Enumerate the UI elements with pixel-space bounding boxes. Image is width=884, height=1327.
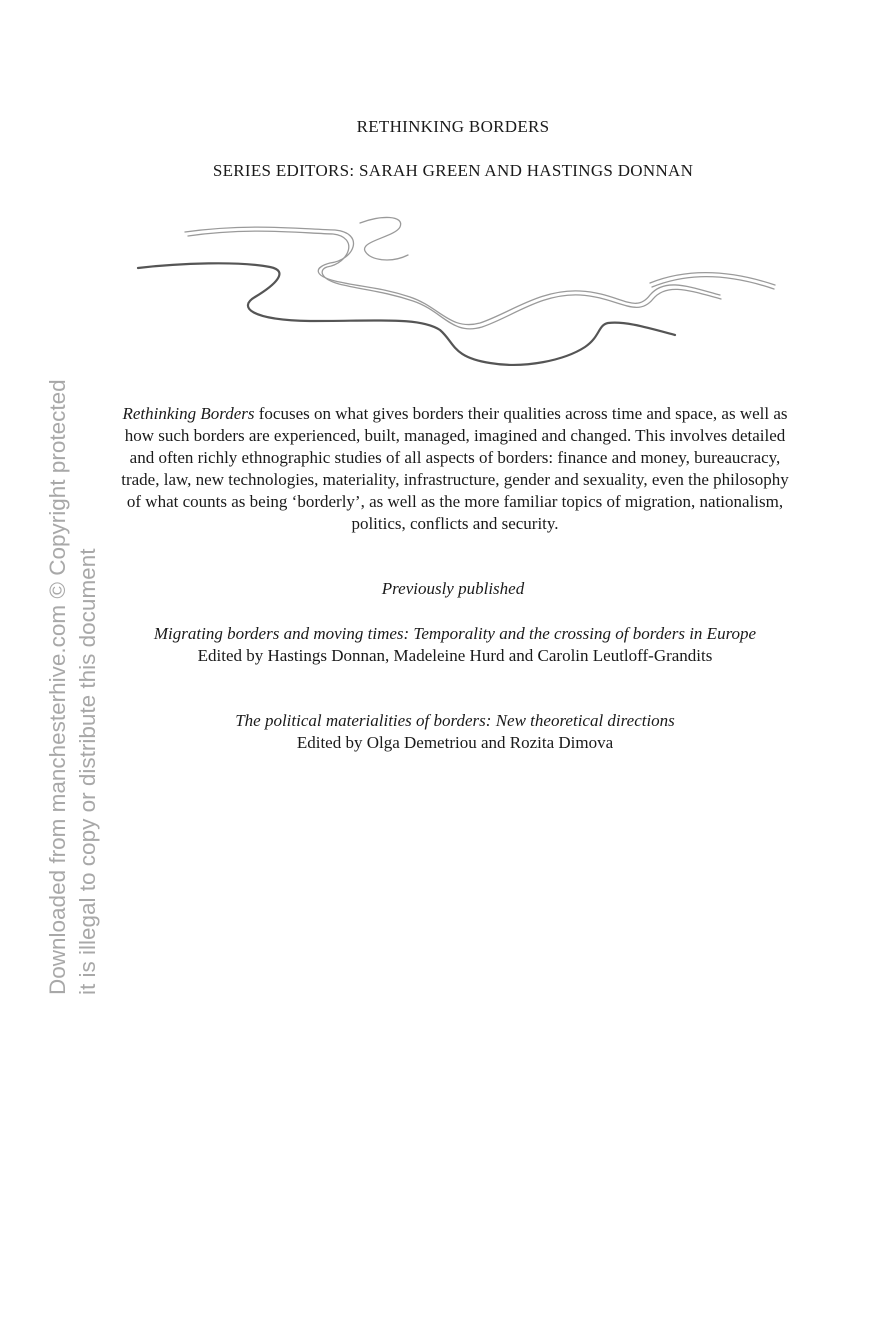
book-entry bbox=[120, 710, 790, 754]
dark-border-line bbox=[138, 263, 675, 365]
series-name-italic: Rethinking Borders bbox=[122, 404, 255, 423]
book-title: The political materialities of borders: New theoretical directions bbox=[235, 711, 675, 730]
previously-published-heading: Previously published bbox=[381, 579, 525, 598]
description-text: focuses on what gives borders their qualities across time and space, as well as how such borders are experienced, built, managed, imagined and changed. This involves detailed and often richly ethnographic studies of all aspects of borders: finance and money, bureaucracy, trade, law, new technologies, materiality, infrastructure, gender and sexuality, even the philosophy of what counts as being ‘borderly’, as well as the more familiar topics of migration, nationalism, politics, conflicts and security. bbox=[121, 404, 789, 533]
light-border-line bbox=[185, 217, 775, 328]
watermark-line: Downloaded from manchesterhive.com © Copyright protected bbox=[45, 379, 70, 995]
series-editors: SERIES EDITORS: SARAH GREEN AND HASTINGS DONNAN bbox=[212, 161, 694, 180]
series-description bbox=[120, 403, 790, 535]
series-title: RETHINKING BORDERS bbox=[356, 117, 550, 136]
book-title: Migrating borders and moving times: Temporality and the crossing of borders in Europe bbox=[153, 624, 757, 643]
book-editors: Edited by Hastings Donnan, Madeleine Hurd and Carolin Leutloff-Grandits bbox=[197, 646, 713, 665]
book-entry bbox=[120, 623, 790, 667]
copyright-watermark bbox=[43, 379, 103, 995]
book-editors: Edited by Olga Demetriou and Rozita Dimova bbox=[296, 733, 614, 752]
watermark-line: it is illegal to copy or distribute this document bbox=[75, 548, 100, 995]
border-lines-illustration bbox=[130, 205, 790, 380]
